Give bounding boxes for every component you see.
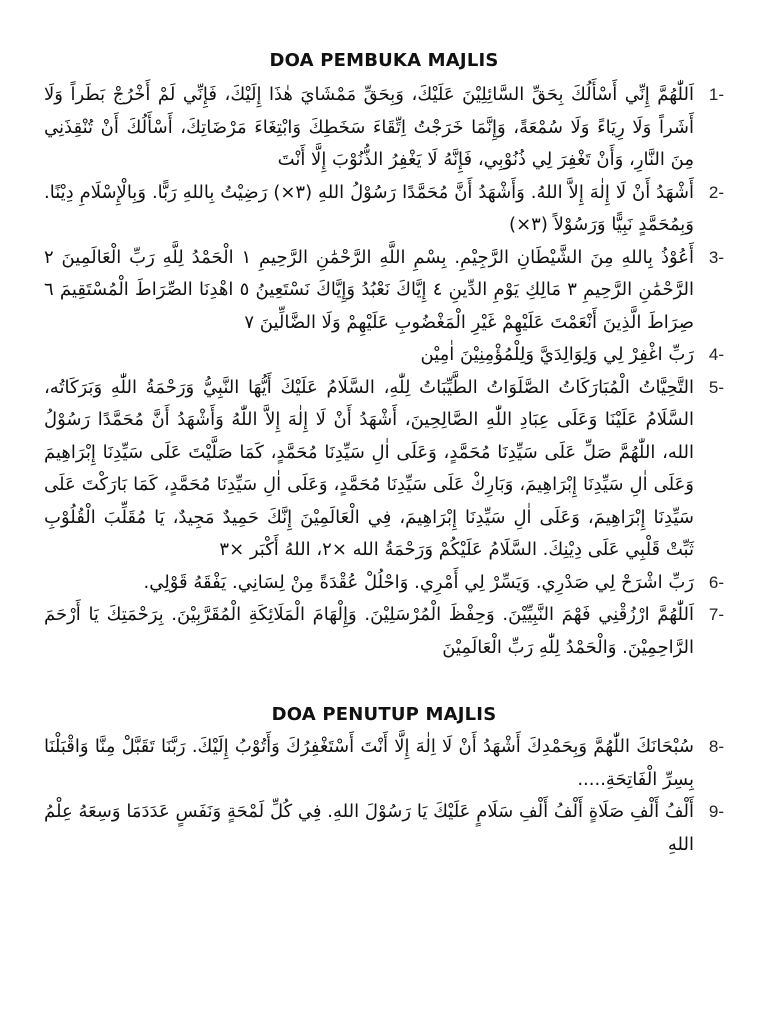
item-number: 1- [708,85,724,104]
prayer-item-7 [44,599,724,664]
item-text: التَّحِيَّاتُ الْمُبَارَكَاتُ الصَّلَوَاتُ الطَّيِّبَاتُ لِلّٰهِ، السَّلَامُ عَلَيْكَ أَيُّهَا النَّبِيُّ وَرَحْمَةُ اللّٰهِ وَبَرَكَاتُه، السَّلَامُ عَلَيْنَا وَعَلَى عِبَادِ اللّٰهِ الصَّالِحِينَ، أَشْهَدُ أَنْ لَا إِلٰهَ إِلاَّ اللّٰهُ وَأَشْهَدُ أَنَّ مُحَمَّدًا رَسُوْلُ الله، اللّٰهُمَّ صَلِّ عَلَى سَيِّدِنَا مُحَمَّدٍ، وَعَلَى اٰلِ سَيِّدِنَا مُحَمَّدٍ، كَمَا صَلَّيْتَ عَلَى سَيِّدِنَا إِبْرَاهِيمَ وَعَلَى اٰلِ سَيِّدِنَا إِبْرَاهِيمَ، وَبَارِكْ عَلَى سَيِّدِنَا مُحَمَّدٍ، وَعَلَى اٰلِ سَيِّدِنَا مُحَمَّدٍ، كَمَا بَارَكْتَ عَلَى سَيِّدِنَا إِبْرَاهِيمَ، وَعَلَى اٰلِ سَيِّدِنَا إِبْرَاهِيمَ، فِي الْعَالَمِيْنَ إِنَّكَ حَمِيدٌ مَجِيدٌ، يَا مُقَلِّبَ الْقُلُوْبِ ثَبِّتْ قَلْبِي عَلَى دِيْنِكَ. السَّلَامُ عَلَيْكُمْ وَرَحْمَةُ الله ×٢، اللهُ أَكْبَر ×٣ [44,376,694,560]
item-number: 8- [708,737,724,756]
item-text: سُبْحَانَكَ اللّٰهُمَّ وَبِحَمْدِكَ أَشْهَدُ أَنْ لَا اِلٰهَ إِلَّا أَنْتَ أَسْتَغْفِرُكَ وَأَتُوْبُ إِلَيْكَ. رَبَّنَا تَقَبَّلْ مِنَّا وَاقْبَلْنَا بِسِرِّ الْفَاتِحَةِ..... [44,736,694,790]
item-text: رَبِّ اشْرَحْ لِي صَدْرِي. وَيَسِّرْ لِي أَمْرِي. وَاحْلُلْ عُقْدَةً مِنْ لِسَانِي. يَفْقَهُ قَوْلِي. [143,571,694,593]
prayer-item-4 [44,339,724,372]
item-text: أَشْهَدُ أَنْ لَا إِلٰهَ إِلاَّ اللهُ. وَأَشْهَدُ أَنَّ مُحَمَّدًا رَسُوْلُ اللهِ (٣×) رَضِيْتُ بِاللهِ رَبًّا. وَبِالْإِسْلَامِ دِيْنًا. وَبِمُحَمَّدٍ نَبِيًّا وَرَسُوْلاً (٣×) [44,181,694,235]
prayer-item-6 [44,567,724,600]
item-number: 7- [708,605,724,624]
prayer-item-9 [44,796,724,861]
prayer-item-2 [44,177,724,242]
item-number: 9- [708,802,724,821]
opening-heading: DOA PEMBUKA MAJLIS [269,50,499,71]
item-number: 6- [708,572,724,592]
item-number: 3- [708,247,724,267]
prayer-item-8 [44,731,724,796]
prayer-item-5 [44,372,724,567]
item-number: 4- [708,345,724,364]
item-text: اَللّٰهُمَّ إِنِّي أَسْأَلُكَ بِحَقِّ السَّائِلِيْنَ عَلَيْكَ، وَبِحَقِّ مَمْشَايَ هٰذَا إِلَيْكَ، فَإِنِّي لَمْ أَخْرُجْ بَطَراً وَلَا أَشَراً وَلَا رِيَاءً وَلَا سُمْعَةً، وَإِنَّمَا خَرَجْتُ اِتِّقَاءَ سَخَطِكَ وَابْتِغَاءَ مَرْضَاتِكَ، أَسْأَلُكَ أَنْ تُنْقِذَنِي مِنَ النَّارِ، وَأَنْ تَغْفِرَ لِي ذُنُوْبِي، فَإِنَّهُ لَا يَغْفِرُ الذُّنُوْبَ إِلَّا أَنْتَ [44,84,694,170]
item-text: اَللّٰهُمَّ ارْزُقْنِي فَهْمَ النَّبِيِّيْنَ. وَحِفْظَ الْمُرْسَلِيْنَ. وَإِلْهَامَ الْمَلَائِكَةِ الْمُقَرَّبِيْنَ. بِرَحْمَتِكَ يَا أَرْحَمَ الرَّاحِمِيْنَ. وَالْحَمْدُ لِلّٰهِ رَبِّ الْعَالَمِيْنَ [44,604,694,658]
item-text: أَلْفُ أَلْفِ صَلَاةٍ أَلْفُ أَلْفِ سَلَامٍ عَلَيْكَ يَا رَسُوْلَ اللهِ. فِي كُلِّ لَمْحَةٍ وَنَفَسٍ عَدَدَمَا وَسِعَهُ عِلْمُ اللهِ [44,801,694,855]
prayer-item-3 [44,242,724,340]
section-spacer [44,664,724,678]
prayer-item-1 [44,79,724,177]
item-number: 2- [708,182,724,202]
item-text: رَبِّ اغْفِرْ لِي وَلِوَالِدَيَّ وَلِلْمُؤْمِنِيْنَ اٰمِيْن [420,344,694,365]
item-number: 5- [708,377,724,397]
item-text: أَعُوْذُ بِاللهِ مِنَ الشَّيْطَانِ الرَّجِيْمِ. بِسْمِ اللَّهِ الرَّحْمَٰنِ الرَّحِيمِ ١ الْحَمْدُ لِلَّهِ رَبِّ الْعَالَمِينَ ٢ الرَّحْمَٰنِ الرَّحِيمِ ٣ مَالِكِ يَوْمِ الدِّينِ ٤ إِيَّاكَ نَعْبُدُ وَإِيَّاكَ نَسْتَعِينُ ٥ اهْدِنَا الصِّرَاطَ الْمُسْتَقِيمَ ٦ صِرَاطَ الَّذِينَ أَنْعَمْتَ عَلَيْهِمْ غَيْرِ الْمَغْضُوبِ عَلَيْهِمْ وَلَا الضَّالِّينَ ٧ [44,246,694,333]
closing-heading: DOA PENUTUP MAJLIS [271,704,497,725]
